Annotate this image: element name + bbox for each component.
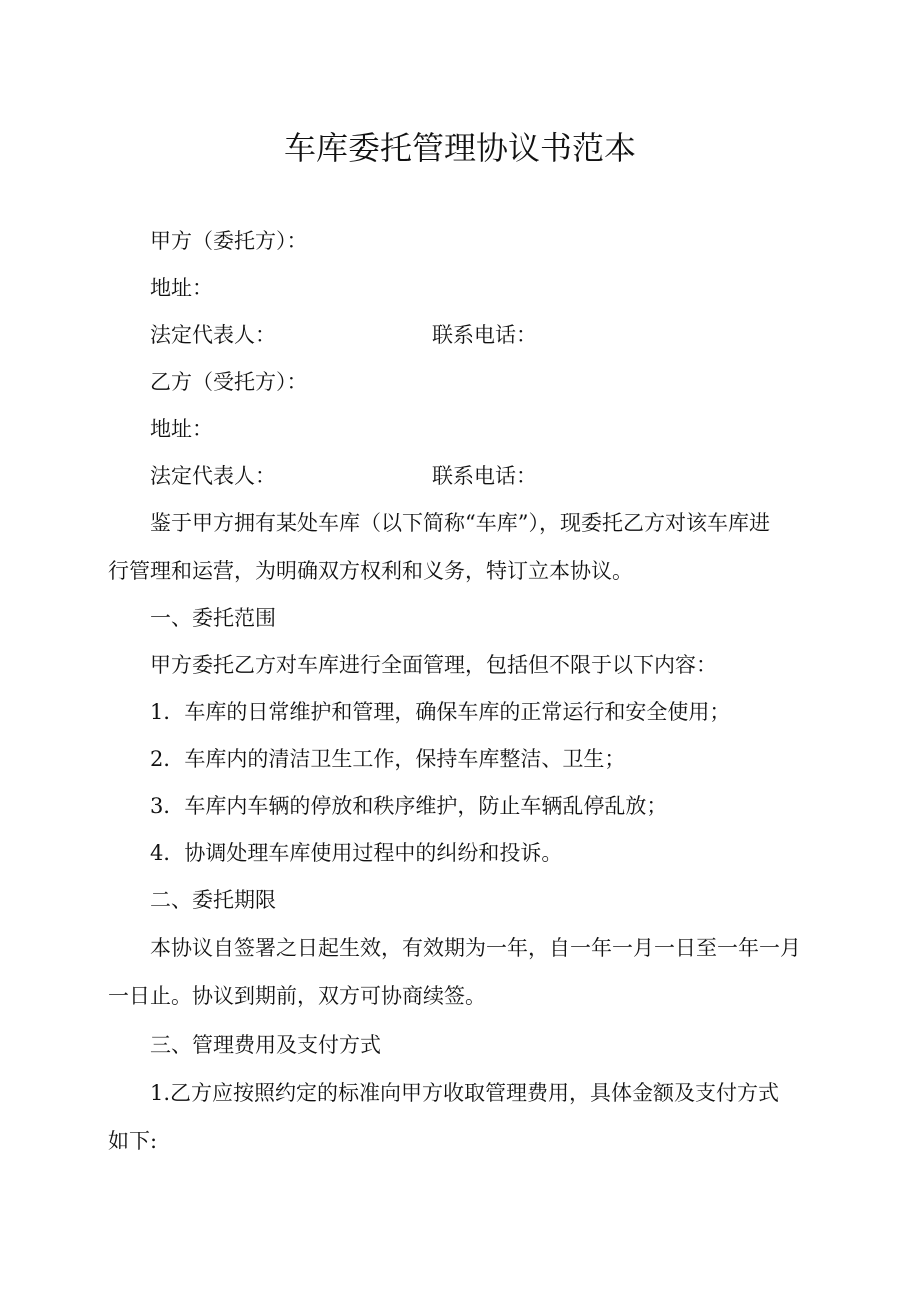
party-b-rep-row [150, 461, 537, 491]
section-1-item-4: 4．协调处理车库使用过程中的纠纷和投诉。 [150, 841, 563, 865]
section-1-item-2: 2．车库内的清洁卫生工作，保持车库整洁、卫生； [150, 747, 626, 771]
party-b-rep-label: 法定代表人： [150, 464, 276, 488]
party-a-address-label: 地址： [150, 276, 213, 300]
section-1-intro: 甲方委托乙方对车库进行全面管理，包括但不限于以下内容： [150, 653, 717, 677]
section-2-line-2: 一日止。协议到期前，双方可协商续签。 [108, 984, 486, 1008]
section-2-heading: 二、委托期限 [150, 888, 276, 912]
section-3-line-2: 如下: [108, 1129, 158, 1153]
party-b-phone-label: 联系电话： [432, 464, 537, 488]
section-1-heading: 一、委托范围 [150, 606, 276, 630]
party-b-label: 乙方（受托方）： [150, 370, 308, 394]
party-a-rep-label: 法定代表人： [150, 323, 276, 347]
party-a-rep-row [150, 320, 537, 350]
preamble-line-2: 行管理和运营，为明确双方权利和义务，特订立本协议。 [108, 559, 633, 583]
section-1-item-1: 1．车库的日常维护和管理，确保车库的正常运行和安全使用； [150, 700, 731, 724]
section-1-item-3: 3．车库内车辆的停放和秩序维护，防止车辆乱停乱放； [150, 794, 668, 818]
party-a-phone-label: 联系电话： [432, 323, 537, 347]
section-3-line-1: 1.乙方应按照约定的标准向甲方收取管理费用，具体金额及支付方式 [150, 1081, 780, 1105]
party-a-label: 甲方（委托方）： [150, 229, 308, 253]
document-title: 车库委托管理协议书范本 [283, 129, 636, 167]
section-3-heading: 三、管理费用及支付方式 [150, 1033, 381, 1057]
section-2-line-1: 本协议自签署之日起生效，有效期为一年，自一年一月一日至一年一月 [150, 936, 801, 960]
preamble-line-1: 鉴于甲方拥有某处车库（以下简称“车库”），现委托乙方对该车库进 [150, 511, 770, 535]
party-b-address-label: 地址： [150, 417, 213, 441]
